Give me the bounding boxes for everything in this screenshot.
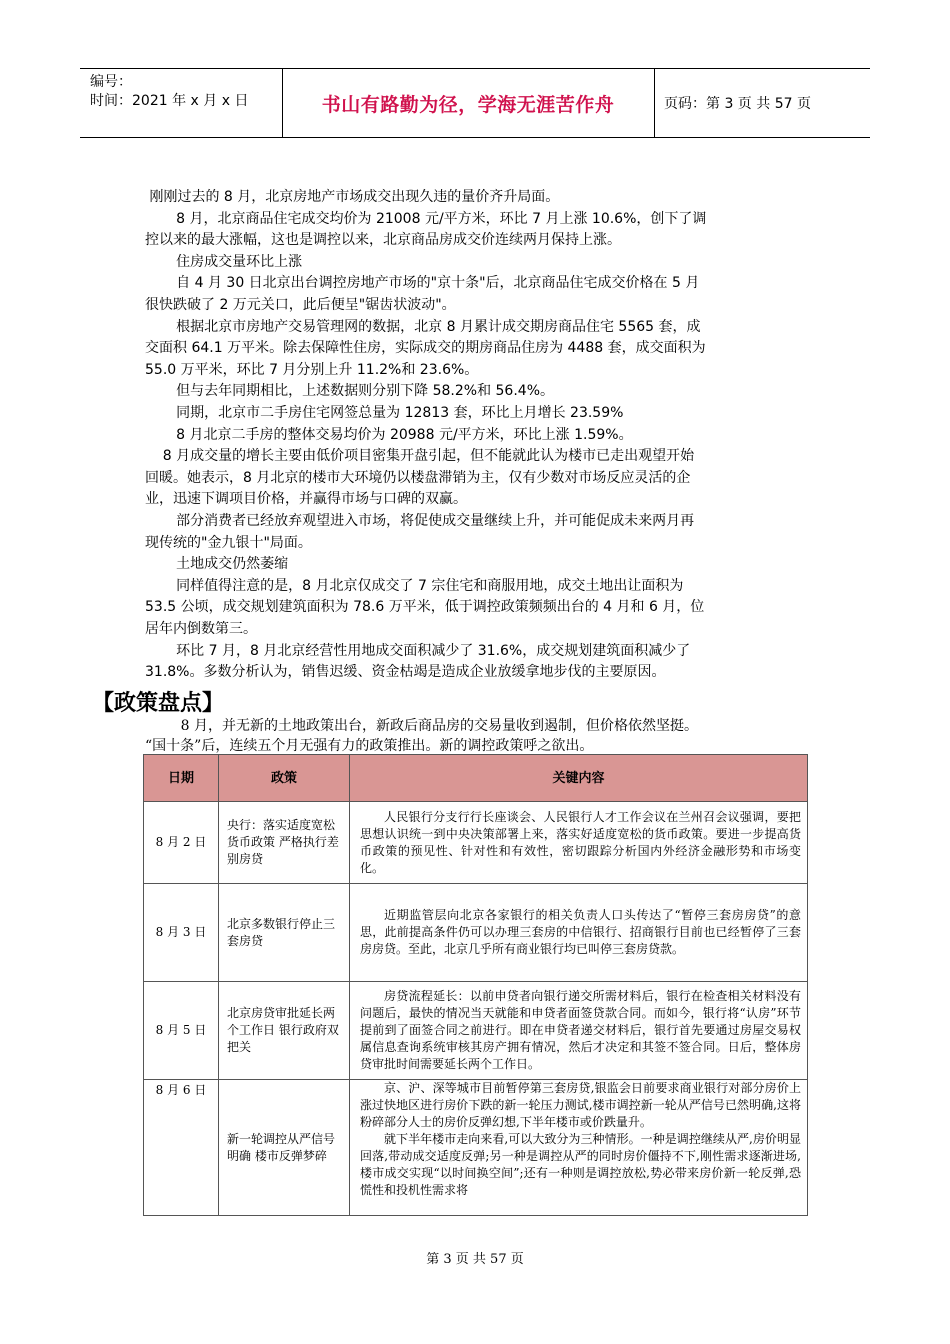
row-date: 8 月 2 日 xyxy=(144,802,219,884)
row-date: 8 月 5 日 xyxy=(144,982,219,1080)
table-row xyxy=(144,802,808,884)
paragraph-line: 8 月北京二手房的整体交易均价为 20988 元/平方米，环比上涨 1.59%。 xyxy=(145,426,633,443)
header-motto xyxy=(282,69,655,137)
paragraph-line: 55.0 万平米，环比 7 月分别上升 11.2%和 23.6%。 xyxy=(145,361,479,378)
row-content xyxy=(350,1080,808,1216)
header-meta xyxy=(80,69,283,137)
paragraph-line: 根据北京市房地产交易管理网的数据，北京 8 月累计成交期房商品住宅 5565 套，成 xyxy=(145,318,701,335)
row-content xyxy=(350,884,808,982)
intro-line: “国十条”后，连续五个月无强有力的政策推出。新的调控政策呼之欲出。 xyxy=(145,738,594,754)
motto-text: 书山有路勤为径，学海无涯苦作舟 xyxy=(321,93,615,116)
paragraph-line: 住房成交量环比上涨 xyxy=(145,253,303,270)
header-policy: 政策 xyxy=(219,755,350,802)
page-footer: 第 3 页 共 57 页 xyxy=(426,1252,524,1267)
paragraph-line: 但与去年同期相比，上述数据则分别下降 58.2%和 56.4%。 xyxy=(145,383,554,400)
section-title: 【政策盘点】 xyxy=(92,691,225,716)
table-row xyxy=(144,884,808,982)
row-policy: 新一轮调控从严信号明确 楼市反弹梦碎 xyxy=(219,1080,350,1216)
content-paragraph: 人民银行分支行行长座谈会、人民银行人才工作会议在兰州召会议强调，要把思想认识统一到中央决策部署上来，落实好适度宽松的货币政策。要进一步提高货币政策的预见性、针对性和有效性，密切跟踪分析国内外经济金融形势和市场变化。 xyxy=(360,809,801,875)
paragraph-line: 居年内倒数第三。 xyxy=(145,621,257,637)
paragraph-line: 8 月，北京商品住宅成交均价为 21008 元/平方米，环比 7 月上涨 10.6%，创下了调 xyxy=(145,210,707,227)
paragraph-line: 业，迅速下调项目价格，并赢得市场与口碑的双赢。 xyxy=(145,491,467,508)
table-row xyxy=(144,982,808,1080)
paragraph-line: 31.8%。多数分析认为，销售迟缓、资金枯竭是造成企业放缓拿地步伐的主要原因。 xyxy=(145,664,666,681)
row-policy: 央行：落实适度宽松货币政策 严格执行差别房贷 xyxy=(219,802,350,884)
paragraph-line: 刚刚过去的 8 月，北京房地产市场成交出现久违的量价齐升局面。 xyxy=(145,189,560,205)
content-paragraph: 近期监管层向北京各家银行的相关负责人口头传达了“暂停三套房房贷”的意思，此前提高条件仍可以办理三套房的中信银行、招商银行目前也已经暂停了三套房房贷。至此，北京几乎所有商业银行均已叫停三套房贷款。 xyxy=(360,908,801,956)
doc-time-label: 时间：2021 年 x 月 x 日 xyxy=(90,93,249,109)
paragraph-line: 同期，北京市二手房住宅网签总量为 12813 套，环比上月增长 23.59% xyxy=(145,405,624,421)
header-page-info: 页码：第 3 页 共 57 页 xyxy=(664,96,811,112)
header-date: 日期 xyxy=(144,755,219,802)
content-paragraph: 京、沪、深等城市目前暂停第三套房贷,银监会日前要求商业银行对部分房价上涨过快地区进行房价下跌的新一轮压力测试,楼市调控新一轮从严信号已然明确,这将粉碎部分人士的房价反弹幻想,下半年楼市或价跌量升。 xyxy=(360,1081,801,1129)
page-header xyxy=(80,68,870,138)
row-date: 8 月 6 日 xyxy=(144,1080,219,1216)
table-row xyxy=(144,1080,808,1216)
paragraph-line: 环比 7 月，8 月北京经营性用地成交面积减少了 31.6%，成交规划建筑面积减少了 xyxy=(145,642,691,659)
paragraph-line: 同样值得注意的是，8 月北京仅成交了 7 宗住宅和商服用地，成交土地出让面积为 xyxy=(145,577,684,594)
paragraph-line: 8 月成交量的增长主要由低价项目密集开盘引起，但不能就此认为楼市已走出观望开始 xyxy=(145,448,695,465)
row-content xyxy=(350,802,808,884)
paragraph-line: 现传统的"金九银十"局面。 xyxy=(145,534,312,551)
row-policy: 北京多数银行停止三套房贷 xyxy=(219,884,350,982)
content-paragraph: 就下半年楼市走向来看,可以大致分为三种情形。一种是调控继续从严,房价明显回落,带动成交适度反弹;另一种是调控从严的同时房价僵持不下,刚性需求逐渐进场,楼市成交实现“以时间换空间”;还有一种则是调控放松,势必带来房价新一轮反弹,恐慌性和投机性需求将 xyxy=(360,1132,801,1197)
paragraph-line: 很快跌破了 2 万元关口，此后便呈"锯齿状波动"。 xyxy=(145,297,456,313)
doc-number-label: 编号： xyxy=(90,74,132,90)
row-policy: 北京房贷审批延长两个工作日 银行政府双把关 xyxy=(219,982,350,1080)
paragraph-line: 回暖。她表示，8 月北京的楼市大环境仍以楼盘滞销为主，仅有少数对市场反应灵活的企 xyxy=(145,469,691,486)
paragraph-line: 土地成交仍然萎缩 xyxy=(145,556,289,573)
paragraph-line: 53.5 公顷，成交规划建筑面积为 78.6 万平米，低于调控政策频频出台的 4 月和 6 月，位 xyxy=(145,599,705,616)
paragraph-line: 部分消费者已经放弃观望进入市场，将促使成交量继续上升，并可能促成未来两月再 xyxy=(145,513,695,529)
row-date: 8 月 3 日 xyxy=(144,884,219,982)
paragraph-line: 自 4 月 30 日北京出台调控房地产市场的"京十条"后，北京商品住宅成交价格在 5 月 xyxy=(145,275,700,292)
content-paragraph: 房贷流程延长：以前申贷者向银行递交所需材料后，银行在检查相关材料没有问题后，最快的情况当天就能和申贷者面签贷款合同。而如今，银行将“认房”环节提前到了面签合同之前进行。即在申贷者递交材料后，银行首先要通过房屋交易权属信息查询系统审核其房产拥有情况，然后才决定和其签不签合同。日后，整体房贷审批时间需要延长两个工作日。 xyxy=(360,989,801,1071)
paragraph-line: 交面积 64.1 万平米。除去保障性住房，实际成交的期房商品住房为 4488 套，成交面积为 xyxy=(145,340,706,357)
header-content: 关键内容 xyxy=(350,755,808,802)
row-content xyxy=(350,982,808,1080)
table-header-row xyxy=(144,755,808,802)
paragraph-line: 控以来的最大涨幅，这也是调控以来，北京商品房成交价连续两月保持上涨。 xyxy=(145,232,621,249)
policy-table xyxy=(143,754,808,1216)
intro-line: 8 月，并无新的土地政策出台，新政后商品房的交易量收到遏制，但价格依然坚挺。 xyxy=(145,718,698,734)
